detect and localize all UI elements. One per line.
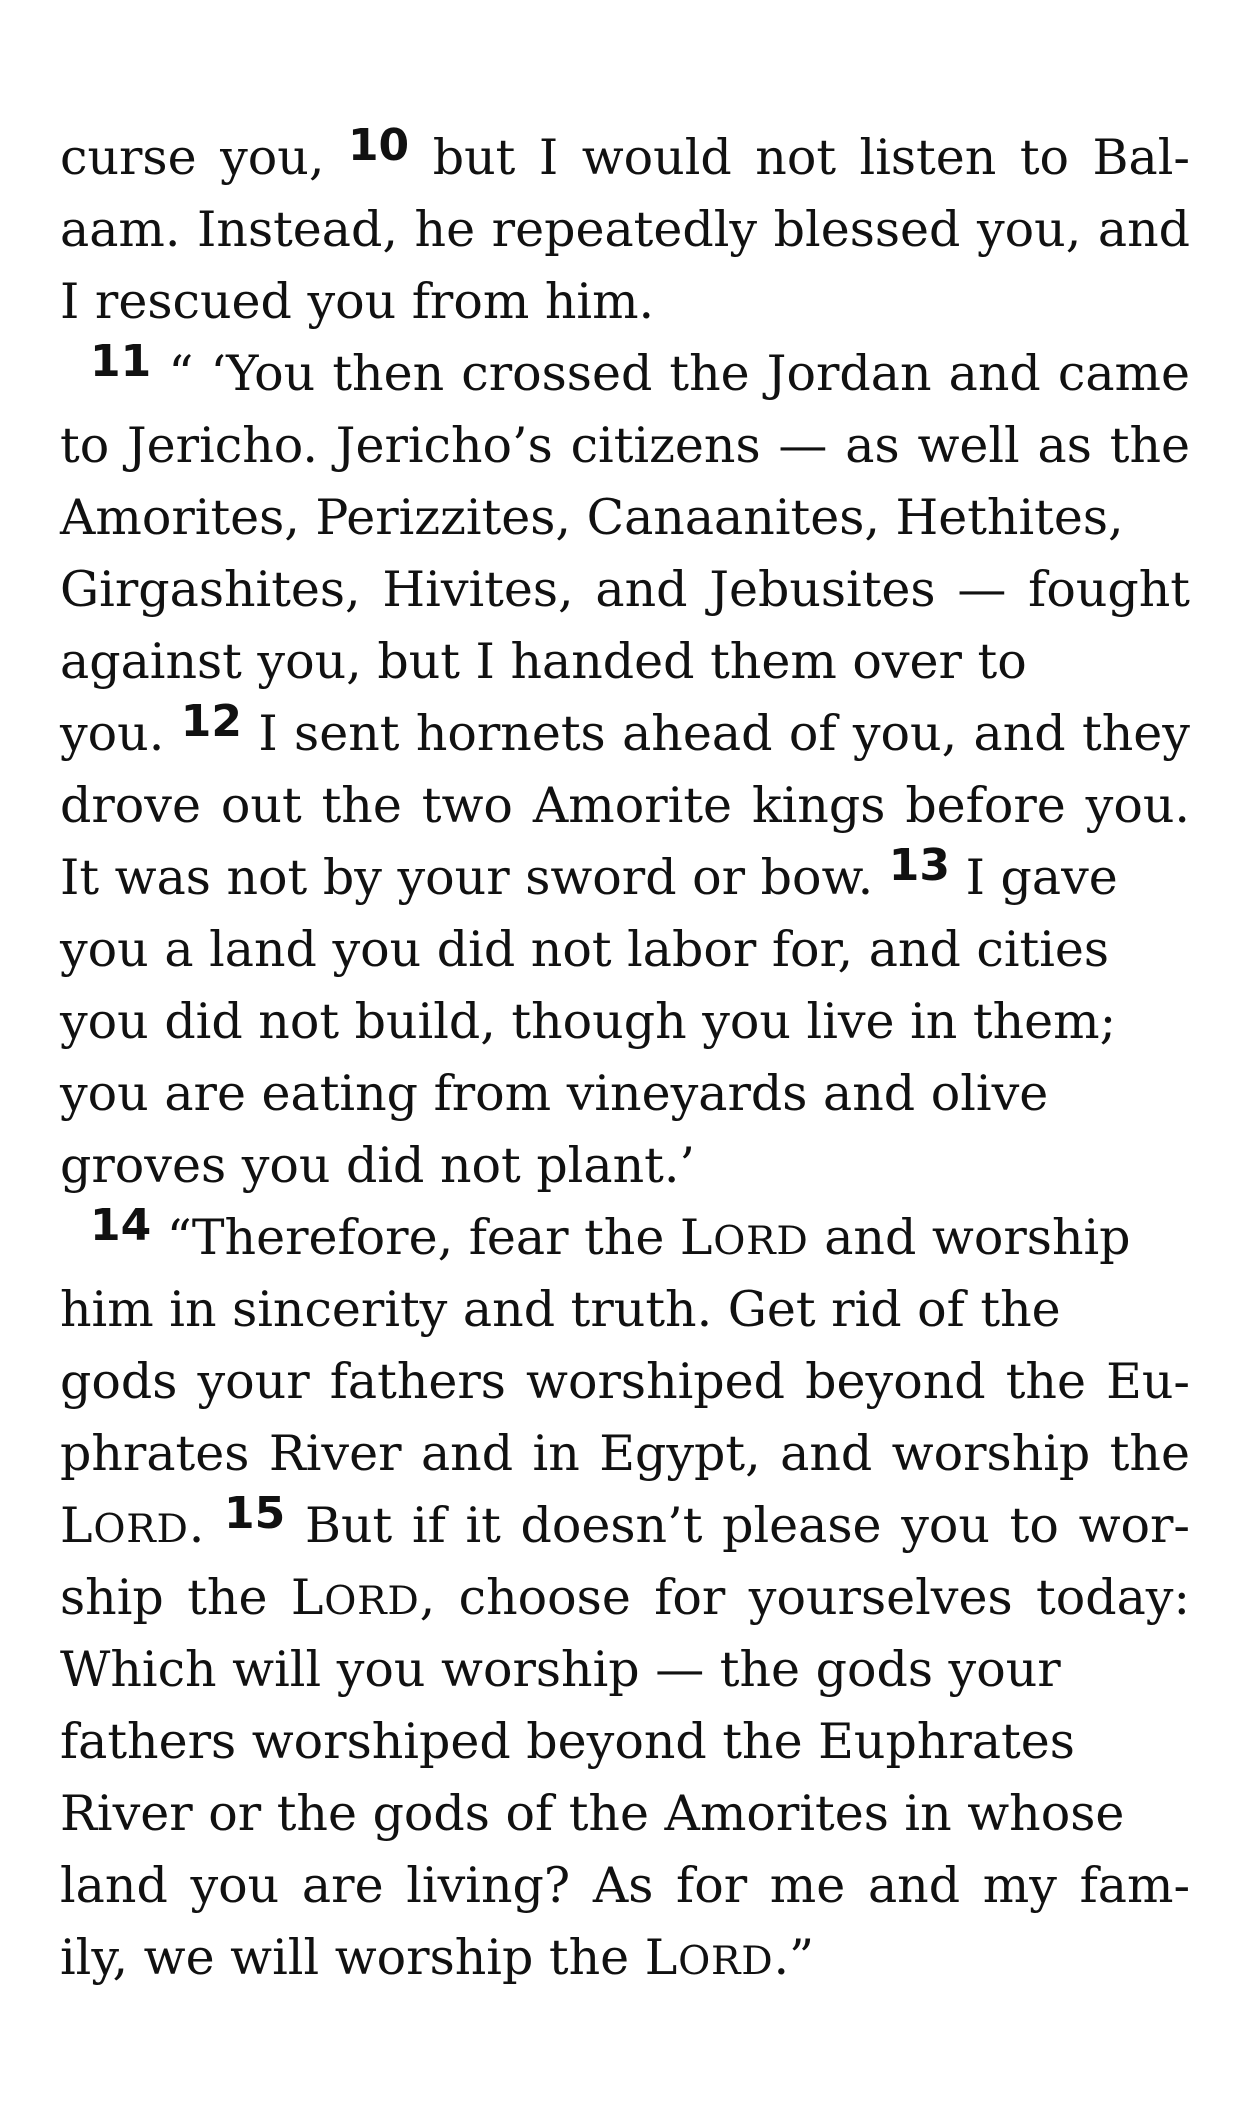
text-line (60, 1130, 1190, 1202)
text-run: I sent hornets ahead of you, and they (241, 705, 1190, 762)
verse-number: 11 (90, 336, 152, 387)
text-run: .” (773, 1929, 815, 1986)
text-run: “ ‘You then crossed the Jordan and came (151, 345, 1190, 402)
text-run: drove out the two Amorite kings before you. (60, 777, 1190, 834)
text-run: but I would not listen to Bal- (409, 129, 1190, 186)
text-line (60, 626, 1190, 698)
text-run: But if it doesn’t please you to wor- (285, 1497, 1190, 1554)
text-line (60, 1058, 1190, 1130)
verse-number: 13 (888, 840, 951, 891)
text-line (60, 770, 1190, 842)
text-run: I rescued you from him. (60, 273, 655, 330)
text-line (60, 194, 1190, 266)
text-run: . (188, 1497, 225, 1554)
text-line (60, 1346, 1190, 1418)
text-run: I gave (950, 849, 1118, 906)
text-run: against you, but I handed them over to (60, 633, 1027, 690)
text-line (60, 1634, 1190, 1706)
text-run: Girgashites, Hivites, and Jebusites — fought (60, 561, 1190, 618)
text-line (60, 122, 1190, 194)
text-line (60, 410, 1190, 482)
text-run: It was not by your sword or bow. (60, 849, 889, 906)
text-line (60, 986, 1190, 1058)
text-line (60, 1274, 1190, 1346)
text-line (60, 1850, 1190, 1922)
text-run: curse you, (60, 129, 348, 186)
text-run: River or the gods of the Amorites in whose (60, 1785, 1125, 1842)
text-run: land you are living? As for me and my fam- (60, 1857, 1190, 1914)
text-run: you. (60, 705, 181, 762)
text-run: aam. Instead, he repeatedly blessed you, and (60, 201, 1190, 258)
text-line (60, 1202, 1190, 1274)
text-line (60, 1922, 1190, 1994)
small-caps-lord: LORD (679, 1209, 809, 1266)
text-run: you are eating from vineyards and olive (60, 1065, 1049, 1122)
text-line (60, 698, 1190, 770)
text-run: phrates River and in Egypt, and worship the (60, 1425, 1190, 1482)
text-run: gods your fathers worshiped beyond the Eu- (60, 1353, 1190, 1410)
text-line (60, 1562, 1190, 1634)
text-run: and worship (808, 1209, 1131, 1266)
text-line (60, 1706, 1190, 1778)
verse-number: 15 (224, 1488, 286, 1539)
text-run: to Jericho. Jericho’s citizens — as well as the (60, 417, 1190, 474)
text-run: him in sincerity and truth. Get rid of the (60, 1281, 1061, 1338)
scripture-text (60, 122, 1190, 1994)
text-line (60, 1490, 1190, 1562)
text-run: ily, we will worship the (60, 1929, 645, 1986)
small-caps-lord: LORD (60, 1497, 189, 1554)
text-run: you did not build, though you live in them; (60, 993, 1117, 1050)
text-run: fathers worshiped beyond the Euphrates (60, 1713, 1075, 1770)
verse-number: 10 (347, 120, 410, 171)
verse-number: 12 (180, 696, 242, 747)
text-line (60, 842, 1190, 914)
text-line (60, 554, 1190, 626)
text-line (60, 1778, 1190, 1850)
text-run: groves you did not plant.’ (60, 1137, 695, 1194)
small-caps-lord: LORD (644, 1929, 774, 1986)
text-run: Which will you worship — the gods your (60, 1641, 1061, 1698)
text-line (60, 482, 1190, 554)
small-caps-lord: LORD (290, 1569, 420, 1626)
verse-number: 14 (90, 1200, 152, 1251)
text-line (60, 1418, 1190, 1490)
text-run: “Therefore, fear the (151, 1209, 680, 1266)
text-line (60, 914, 1190, 986)
text-run: you a land you did not labor for, and cities (60, 921, 1110, 978)
text-line (60, 338, 1190, 410)
text-run: , choose for yourselves today: (419, 1569, 1191, 1626)
text-run: ship the (60, 1569, 291, 1626)
text-line (60, 266, 1190, 338)
text-run: Amorites, Perizzites, Canaanites, Hethites, (60, 489, 1124, 546)
